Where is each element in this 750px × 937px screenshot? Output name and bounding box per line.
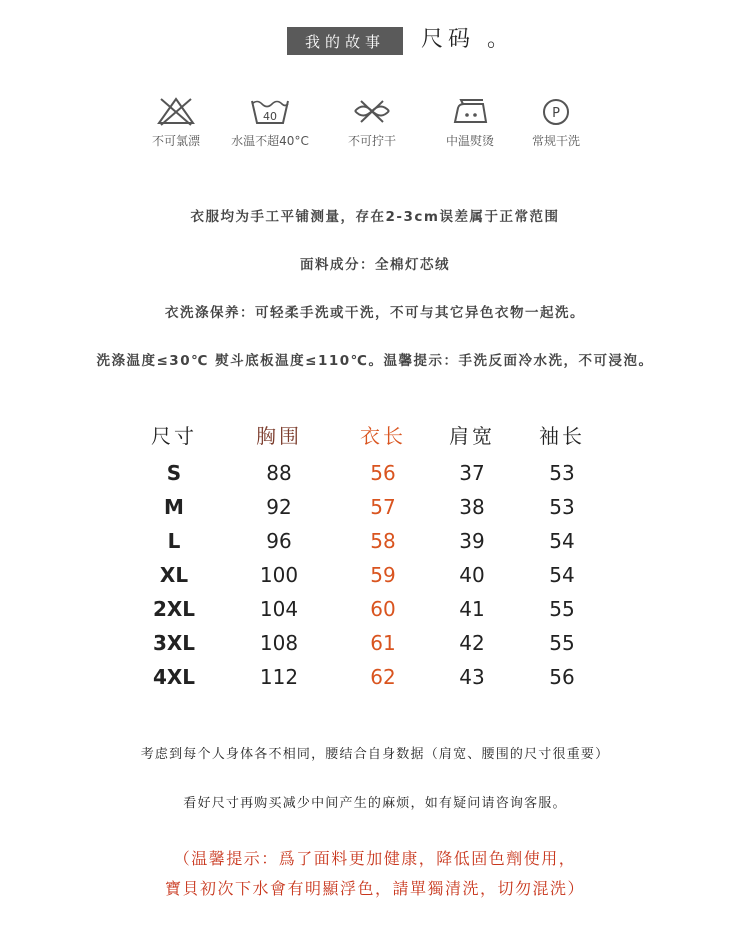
iron-medium-icon [449,96,491,126]
page-header [0,22,750,62]
header-size: 尺寸 [151,424,197,448]
chest-cell: 92 [266,495,292,519]
measurement-note: 衣服均为手工平铺测量，存在2-3cm误差属于正常范围 [190,209,560,225]
care-label: 水温不超40°C [231,134,309,148]
care-label: 不可氯漂 [151,134,200,148]
header-sleeve: 袖长 [539,424,585,448]
size-cell: S [166,461,182,485]
care-item-no-wring [322,96,422,149]
sleeve-cell: 53 [549,495,575,519]
chest-cell: 112 [259,665,299,689]
sleeve-cell: 56 [549,665,575,689]
purchase-note: 看好尺寸再购买减少中间产生的麻烦，如有疑问请咨询客服。 [183,796,567,811]
shoulder-cell: 39 [459,529,485,553]
warning-line-1: （温馨提示：爲了面料更加健康，降低固色劑使用， [173,849,577,868]
wash-temp-badge: 40 [263,110,277,123]
length-cell: 61 [370,631,396,655]
wash-temperature-note: 洗涤温度≤30℃ 熨斗底板温度≤110℃。温馨提示：手洗反面冷水洗，不可浸泡。 [96,353,654,369]
size-cell: L [167,529,181,553]
length-cell: 58 [370,529,396,553]
shoulder-cell: 43 [459,665,485,689]
fit-note: 考虑到每个人身体各不相同，腰结合自身数据（肩宽、腰围的尺寸很重要） [140,747,610,762]
fabric-composition: 面料成分：全棉灯芯绒 [300,257,450,273]
shoulder-cell: 38 [459,495,485,519]
length-cell: 59 [370,563,396,587]
wash-40-icon [249,96,291,126]
sleeve-cell: 54 [549,563,575,587]
no-bleach-icon [155,96,197,126]
shoulder-cell: 42 [459,631,485,655]
size-cell: 2XL [152,597,196,621]
care-instructions: 衣洗涤保养：可轻柔手洗或干洗，不可与其它异色衣物一起洗。 [165,305,585,321]
size-cell: M [164,495,184,519]
chest-cell: 88 [266,461,292,485]
no-wring-icon [351,96,393,126]
sleeve-cell: 55 [549,597,575,621]
care-item-no-bleach [126,96,226,149]
story-tag: 我的故事 [287,27,403,55]
warning-line-2: 寶貝初次下水會有明顯浮色，請單獨清洗，切勿混洗） [164,879,585,898]
care-item-wash-40 [220,96,320,149]
size-cell: 4XL [152,665,196,689]
shoulder-cell: 40 [459,563,485,587]
header-length: 衣长 [360,424,406,448]
care-label: 不可拧干 [347,134,396,148]
size-title: 尺码 。 [421,27,514,52]
chest-cell: 96 [266,529,292,553]
dry-clean-badge: P [552,106,560,121]
header-shoulder: 肩宽 [449,424,495,448]
care-item-dry-clean [506,96,606,149]
chest-cell: 100 [259,563,299,587]
shoulder-cell: 41 [459,597,485,621]
length-cell: 60 [370,597,396,621]
sleeve-cell: 55 [549,631,575,655]
size-cell: 3XL [152,631,196,655]
size-cell: XL [159,563,189,587]
shoulder-cell: 37 [459,461,485,485]
length-cell: 62 [370,665,396,689]
header-chest: 胸围 [256,424,302,448]
care-item-iron-medium [420,96,520,149]
length-cell: 56 [370,461,396,485]
sleeve-cell: 53 [549,461,575,485]
sleeve-cell: 54 [549,529,575,553]
chest-cell: 108 [259,631,299,655]
chest-cell: 104 [259,597,299,621]
care-label: 中温熨烫 [445,134,494,148]
dry-clean-icon [535,96,577,126]
care-label: 常规干洗 [531,134,580,148]
length-cell: 57 [370,495,396,519]
